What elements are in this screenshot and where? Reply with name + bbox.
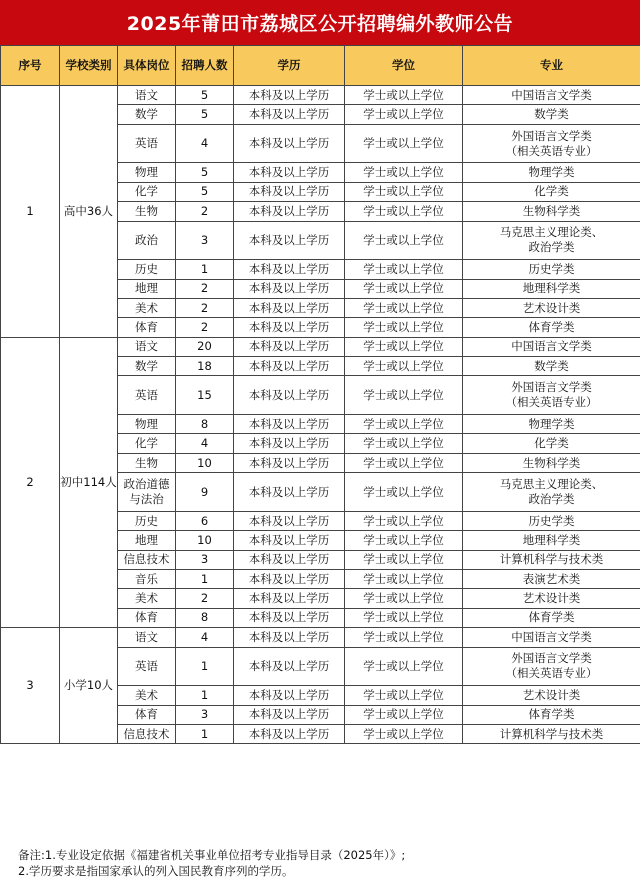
major-cell: 计算机科学与技术类 [463,550,640,569]
education-cell: 本科及以上学历 [234,163,345,182]
major-cell: 计算机科学与技术类 [463,724,640,743]
post-cell: 英语 [118,376,176,415]
education-cell: 本科及以上学历 [234,628,345,647]
major-cell: 中国语言文学类 [463,86,640,105]
count-cell: 8 [176,608,234,627]
major-cell: 马克思主义理论类、 政治学类 [463,473,640,512]
group-category-cell: 初中114人 [60,337,118,627]
degree-cell: 学士或以上学位 [345,86,463,105]
count-cell: 3 [176,221,234,260]
count-cell: 5 [176,182,234,201]
table-body [1,86,640,744]
count-cell: 1 [176,686,234,705]
degree-cell: 学士或以上学位 [345,589,463,608]
degree-cell: 学士或以上学位 [345,415,463,434]
table-row [1,86,640,105]
education-cell: 本科及以上学历 [234,473,345,512]
count-cell: 8 [176,415,234,434]
count-cell: 10 [176,531,234,550]
degree-cell: 学士或以上学位 [345,686,463,705]
count-cell: 4 [176,628,234,647]
education-cell: 本科及以上学历 [234,453,345,472]
degree-cell: 学士或以上学位 [345,318,463,337]
header-major: 专业 [463,46,640,86]
major-cell: 艺术设计类 [463,298,640,317]
education-cell: 本科及以上学历 [234,221,345,260]
degree-cell: 学士或以上学位 [345,124,463,163]
major-cell: 化学类 [463,182,640,201]
count-cell: 1 [176,260,234,279]
table-row [1,337,640,356]
count-cell: 5 [176,105,234,124]
major-cell: 中国语言文学类 [463,628,640,647]
post-cell: 音乐 [118,570,176,589]
education-cell: 本科及以上学历 [234,357,345,376]
education-cell: 本科及以上学历 [234,589,345,608]
major-cell: 外国语言文学类 （相关英语专业） [463,124,640,163]
count-cell: 2 [176,589,234,608]
degree-cell: 学士或以上学位 [345,260,463,279]
education-cell: 本科及以上学历 [234,511,345,530]
count-cell: 5 [176,163,234,182]
header-seq: 序号 [1,46,60,86]
education-cell: 本科及以上学历 [234,202,345,221]
header-count: 招聘人数 [176,46,234,86]
major-cell: 外国语言文学类 （相关英语专业） [463,376,640,415]
degree-cell: 学士或以上学位 [345,531,463,550]
degree-cell: 学士或以上学位 [345,724,463,743]
major-cell: 马克思主义理论类、 政治学类 [463,221,640,260]
degree-cell: 学士或以上学位 [345,337,463,356]
post-cell: 物理 [118,163,176,182]
major-cell: 历史学类 [463,511,640,530]
education-cell: 本科及以上学历 [234,531,345,550]
post-cell: 语文 [118,628,176,647]
post-cell: 历史 [118,511,176,530]
education-cell: 本科及以上学历 [234,86,345,105]
header-category: 学校类别 [60,46,118,86]
group-seq-cell: 3 [1,628,60,744]
major-cell: 外国语言文学类 （相关英语专业） [463,647,640,686]
degree-cell: 学士或以上学位 [345,202,463,221]
education-cell: 本科及以上学历 [234,376,345,415]
education-cell: 本科及以上学历 [234,124,345,163]
education-cell: 本科及以上学历 [234,105,345,124]
count-cell: 3 [176,550,234,569]
degree-cell: 学士或以上学位 [345,628,463,647]
post-cell: 美术 [118,298,176,317]
count-cell: 1 [176,724,234,743]
group-category-cell: 小学10人 [60,628,118,744]
group-category-cell: 高中36人 [60,86,118,338]
education-cell: 本科及以上学历 [234,570,345,589]
page-title: 2025年莆田市荔城区公开招聘编外教师公告 [0,0,640,45]
recruitment-table [0,45,640,744]
count-cell: 2 [176,279,234,298]
education-cell: 本科及以上学历 [234,724,345,743]
degree-cell: 学士或以上学位 [345,279,463,298]
education-cell: 本科及以上学历 [234,298,345,317]
count-cell: 1 [176,647,234,686]
post-cell: 美术 [118,686,176,705]
post-cell: 生物 [118,202,176,221]
education-cell: 本科及以上学历 [234,686,345,705]
major-cell: 物理学类 [463,415,640,434]
education-cell: 本科及以上学历 [234,260,345,279]
count-cell: 15 [176,376,234,415]
count-cell: 10 [176,453,234,472]
major-cell: 生物科学类 [463,453,640,472]
post-cell: 地理 [118,531,176,550]
post-cell: 语文 [118,337,176,356]
major-cell: 地理科学类 [463,279,640,298]
degree-cell: 学士或以上学位 [345,473,463,512]
recruitment-table-container [0,45,640,744]
degree-cell: 学士或以上学位 [345,105,463,124]
major-cell: 艺术设计类 [463,589,640,608]
header-education: 学历 [234,46,345,86]
major-cell: 化学类 [463,434,640,453]
education-cell: 本科及以上学历 [234,318,345,337]
major-cell: 数学类 [463,357,640,376]
major-cell: 中国语言文学类 [463,337,640,356]
degree-cell: 学士或以上学位 [345,608,463,627]
post-cell: 数学 [118,105,176,124]
major-cell: 艺术设计类 [463,686,640,705]
major-cell: 物理学类 [463,163,640,182]
degree-cell: 学士或以上学位 [345,182,463,201]
post-cell: 政治道德 与法治 [118,473,176,512]
major-cell: 历史学类 [463,260,640,279]
post-cell: 语文 [118,86,176,105]
education-cell: 本科及以上学历 [234,434,345,453]
education-cell: 本科及以上学历 [234,182,345,201]
count-cell: 4 [176,434,234,453]
post-cell: 信息技术 [118,550,176,569]
degree-cell: 学士或以上学位 [345,511,463,530]
degree-cell: 学士或以上学位 [345,163,463,182]
degree-cell: 学士或以上学位 [345,357,463,376]
education-cell: 本科及以上学历 [234,337,345,356]
major-cell: 生物科学类 [463,202,640,221]
major-cell: 体育学类 [463,318,640,337]
note-line: 备注:1.专业设定依据《福建省机关事业单位招考专业指导目录（2025年）》; [18,848,406,862]
count-cell: 20 [176,337,234,356]
post-cell: 历史 [118,260,176,279]
count-cell: 18 [176,357,234,376]
count-cell: 6 [176,511,234,530]
table-header-row [1,46,640,86]
education-cell: 本科及以上学历 [234,647,345,686]
count-cell: 4 [176,124,234,163]
education-cell: 本科及以上学历 [234,550,345,569]
count-cell: 2 [176,298,234,317]
education-cell: 本科及以上学历 [234,415,345,434]
major-cell: 地理科学类 [463,531,640,550]
education-cell: 本科及以上学历 [234,705,345,724]
post-cell: 英语 [118,124,176,163]
header-degree: 学位 [345,46,463,86]
note-line: 2.学历要求是指国家承认的列入国民教育序列的学历。 [18,864,294,878]
post-cell: 体育 [118,705,176,724]
post-cell: 数学 [118,357,176,376]
count-cell: 9 [176,473,234,512]
post-cell: 物理 [118,415,176,434]
group-seq-cell: 1 [1,86,60,338]
group-seq-cell: 2 [1,337,60,627]
count-cell: 2 [176,202,234,221]
header-post: 具体岗位 [118,46,176,86]
post-cell: 政治 [118,221,176,260]
count-cell: 3 [176,705,234,724]
degree-cell: 学士或以上学位 [345,376,463,415]
degree-cell: 学士或以上学位 [345,570,463,589]
education-cell: 本科及以上学历 [234,279,345,298]
degree-cell: 学士或以上学位 [345,434,463,453]
degree-cell: 学士或以上学位 [345,647,463,686]
post-cell: 生物 [118,453,176,472]
major-cell: 体育学类 [463,608,640,627]
post-cell: 信息技术 [118,724,176,743]
count-cell: 2 [176,318,234,337]
major-cell: 数学类 [463,105,640,124]
post-cell: 体育 [118,318,176,337]
post-cell: 美术 [118,589,176,608]
post-cell: 化学 [118,434,176,453]
degree-cell: 学士或以上学位 [345,705,463,724]
degree-cell: 学士或以上学位 [345,298,463,317]
count-cell: 1 [176,570,234,589]
count-cell: 5 [176,86,234,105]
post-cell: 体育 [118,608,176,627]
notes [18,847,628,879]
table-row [1,628,640,647]
degree-cell: 学士或以上学位 [345,221,463,260]
major-cell: 表演艺术类 [463,570,640,589]
education-cell: 本科及以上学历 [234,608,345,627]
major-cell: 体育学类 [463,705,640,724]
degree-cell: 学士或以上学位 [345,550,463,569]
post-cell: 化学 [118,182,176,201]
degree-cell: 学士或以上学位 [345,453,463,472]
post-cell: 英语 [118,647,176,686]
post-cell: 地理 [118,279,176,298]
